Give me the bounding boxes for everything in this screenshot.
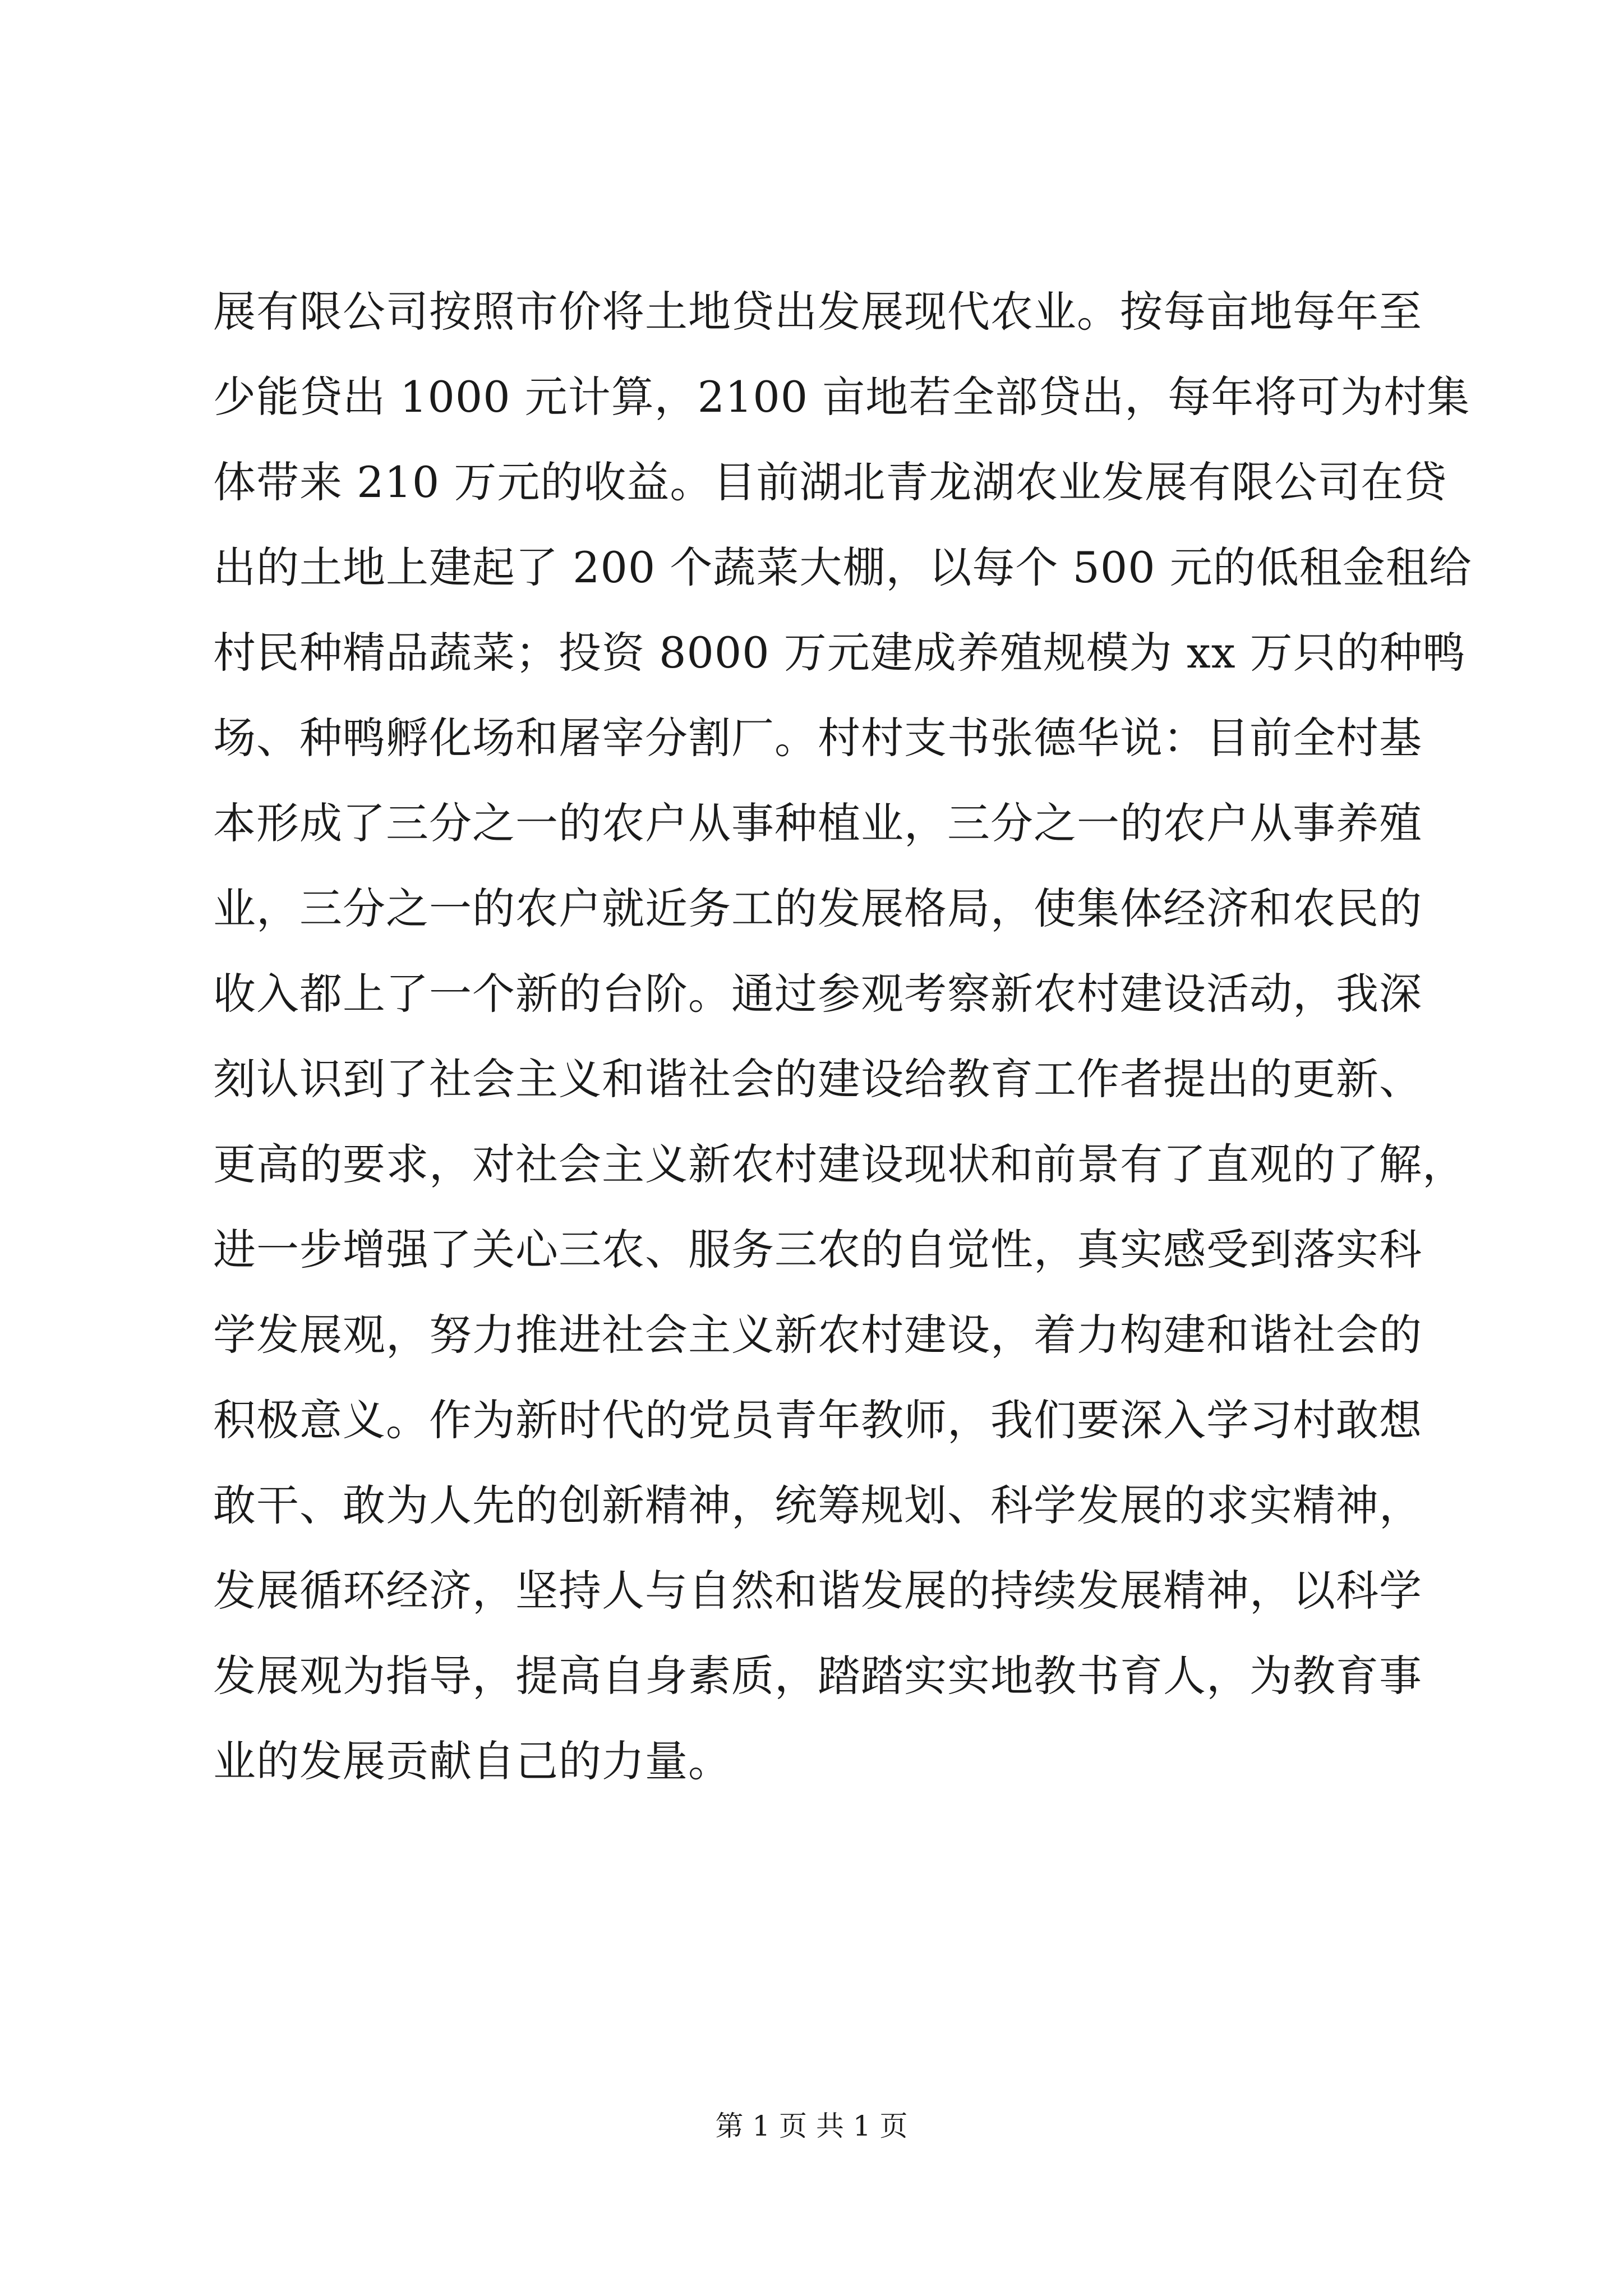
- text-line: 发展观为指导，提高自身素质，踏踏实实地教书育人，为教育事: [213, 1651, 1422, 1701]
- text-line: 展有限公司按照市价将土地贷出发展现代农业。按每亩地每年至: [213, 287, 1422, 337]
- body-paragraph: [213, 269, 1472, 1804]
- text-line: 更高的要求，对社会主义新农村建设现状和前景有了直观的了解，: [213, 1139, 1465, 1189]
- page-number-label: 第 1 页 共 1 页: [715, 2110, 908, 2142]
- text-line: 本形成了三分之一的农户从事种植业，三分之一的农户从事养殖: [213, 798, 1422, 848]
- text-line: 收入都上了一个新的台阶。通过参观考察新农村建设活动，我深: [213, 969, 1422, 1019]
- text-line: 业，三分之一的农户就近务工的发展格局，使集体经济和农民的: [213, 884, 1422, 933]
- text-line: 进一步增强了关心三农、服务三农的自觉性，真实感受到落实科: [213, 1225, 1422, 1274]
- text-line: 少能贷出 1000 元计算，2100 亩地若全部贷出，每年将可为村集: [213, 372, 1470, 422]
- text-line: 发展循环经济，坚持人与自然和谐发展的持续发展精神，以科学: [213, 1566, 1422, 1616]
- page-footer: [0, 2106, 1623, 2146]
- text-line: 出的土地上建起了 200 个蔬菜大棚，以每个 500 元的低租金租给: [213, 542, 1472, 592]
- text-line-last: 业的发展贡献自己的力量。: [213, 1736, 731, 1786]
- text-line: 村民种精品蔬菜；投资 8000 万元建成养殖规模为 xx 万只的种鸭: [213, 628, 1466, 678]
- text-line: 敢干、敢为人先的创新精神，统筹规划、科学发展的求实精神，: [213, 1480, 1422, 1530]
- text-line: 体带来 210 万元的收益。目前湖北青龙湖农业发展有限公司在贷: [213, 457, 1447, 507]
- text-line: 刻认识到了社会主义和谐社会的建设给教育工作者提出的更新、: [213, 1054, 1422, 1104]
- text-line: 学发展观，努力推进社会主义新农村建设，着力构建和谐社会的: [213, 1310, 1422, 1360]
- text-line: 积极意义。作为新时代的党员青年教师，我们要深入学习村敢想: [213, 1395, 1422, 1445]
- text-line: 场、种鸭孵化场和屠宰分割厂。村村支书张德华说：目前全村基: [213, 713, 1422, 763]
